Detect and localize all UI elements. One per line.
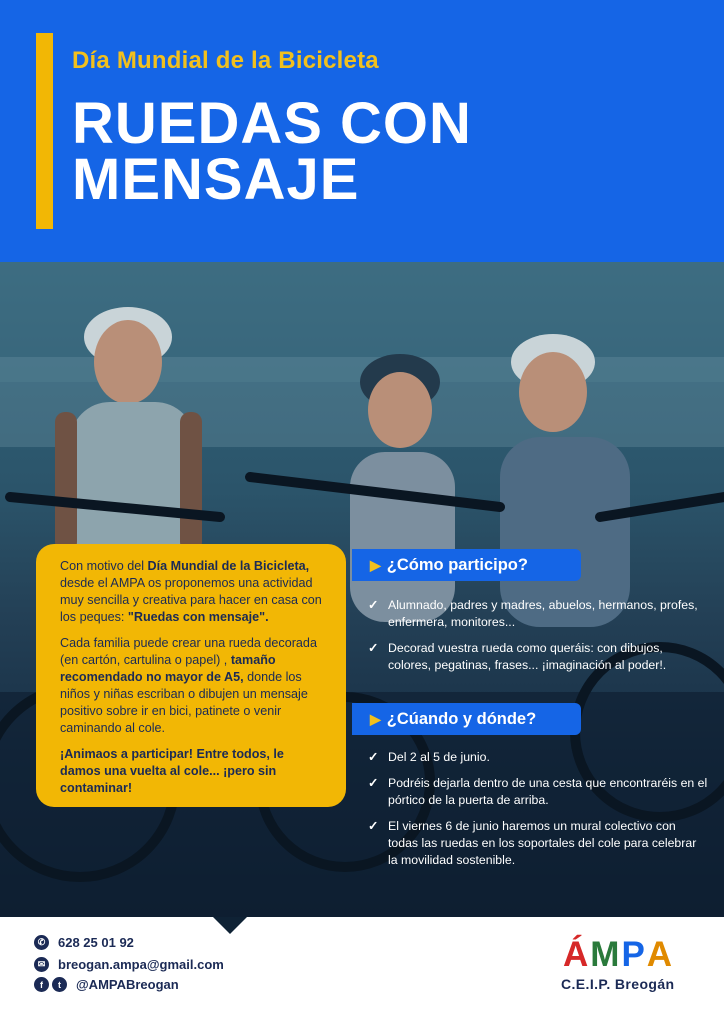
list-item: ✓ El viernes 6 de junio haremos un mural colectivo con todas las ruedas en los soportales del cole para celebrar la movilidad sostenible. — [368, 819, 697, 867]
check-icon: ✓ — [368, 598, 379, 612]
check-icon: ✓ — [368, 641, 379, 655]
check-icon: ✓ — [368, 776, 379, 790]
logo-letter: A — [646, 935, 673, 974]
info-text-bold: ¡Animaos a participar! Entre todos, le damos una vuelta al cole... ¡pero sin contaminar! — [60, 747, 284, 795]
info-paragraph-2 — [60, 635, 324, 737]
ampa-logo — [563, 935, 672, 975]
whatsapp-icon: ✆ — [34, 935, 49, 950]
section-heading-text: ¿Cúando y dónde? — [386, 709, 537, 728]
email-address: breogan.ampa@gmail.com — [58, 957, 224, 972]
phone-number: 628 25 01 92 — [58, 935, 134, 950]
social-handle: @AMPABreogan — [76, 977, 179, 992]
page-title: RUEDAS CON MENSAJE — [72, 91, 472, 212]
info-text: donde los niños y niñas escriban o dibujen un mensaje positivo sobre ir en bici, patinete o venir caminando al cole. — [60, 670, 308, 735]
logo-letter: Á — [563, 935, 589, 974]
list-item: ✓ Alumnado, padres y madres, abuelos, hermanos, profes, enfermera, monitores... — [368, 598, 698, 629]
info-text: desde el AMPA os proponemos una actividad muy sencilla y creativa para hacer en casa con los peques: — [60, 576, 322, 624]
logo-letter: M — [590, 935, 620, 974]
when-where-list — [368, 749, 708, 878]
accent-bar — [36, 33, 53, 229]
social-contact[interactable] — [34, 977, 179, 992]
school-name: C.E.I.P. Breogán — [561, 976, 675, 992]
list-item: ✓ Podréis dejarla dentro de una cesta que encontraréis en el pórtico de la puerta de arriba. — [368, 776, 708, 807]
section-heading-text: ¿Cómo participo? — [386, 555, 528, 574]
info-text: Cada familia puede crear una rueda decorada (en cartón, cartulina o papel) , — [60, 636, 317, 667]
info-box — [36, 544, 346, 807]
section-heading-when-where — [352, 703, 581, 735]
info-text: Con motivo del — [60, 559, 148, 573]
play-arrow-icon: ▶ — [370, 556, 381, 573]
email-contact[interactable] — [34, 957, 224, 972]
list-item: ✓ Del 2 al 5 de junio. — [368, 750, 490, 764]
twitter-icon: t — [52, 977, 67, 992]
subtitle: Día Mundial de la Bicicleta — [72, 47, 379, 74]
info-text-bold: tamaño recomendado no mayor de A5, — [60, 653, 276, 684]
list-item: ✓ Decorad vuestra rueda como queráis: con dibujos, colores, pegatinas, frases... ¡imaginación al poder!. — [368, 641, 667, 672]
facebook-icon: f — [34, 977, 49, 992]
info-text-bold: "Ruedas con mensaje". — [127, 610, 269, 624]
info-paragraph-3 — [60, 746, 324, 797]
email-icon: ✉ — [34, 957, 49, 972]
info-text-bold: Día Mundial de la Bicicleta, — [147, 559, 310, 573]
phone-contact[interactable] — [34, 935, 134, 950]
check-icon: ✓ — [368, 750, 379, 764]
play-arrow-icon: ▶ — [370, 710, 381, 727]
footer-notch — [213, 917, 247, 934]
participate-list — [368, 597, 708, 683]
logo-letter: P — [621, 935, 645, 974]
check-icon: ✓ — [368, 819, 379, 833]
section-heading-participate — [352, 549, 581, 581]
info-paragraph-1 — [60, 558, 324, 626]
